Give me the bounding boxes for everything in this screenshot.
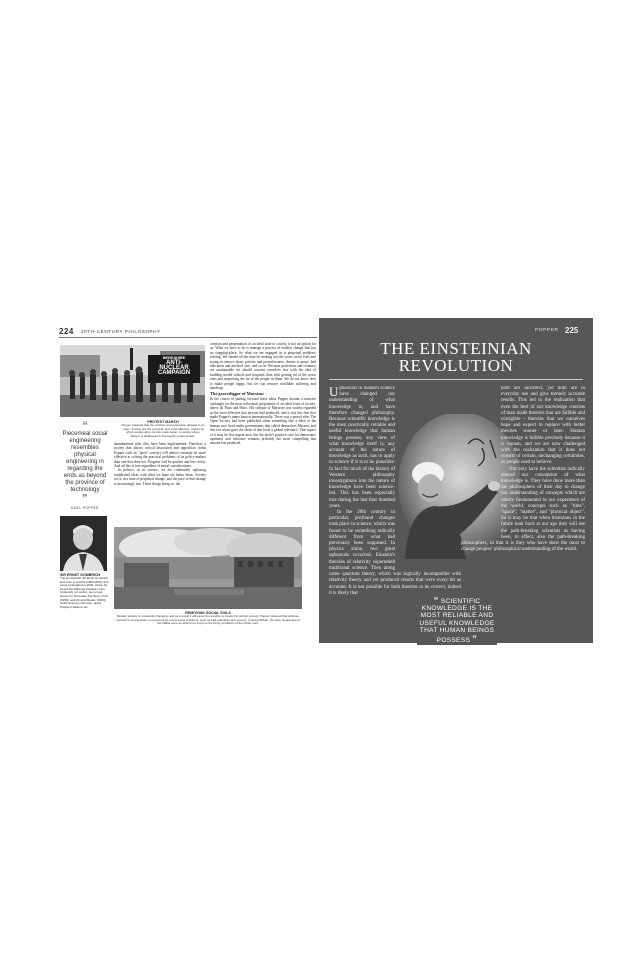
quote-close-icon: ❞	[472, 634, 478, 645]
protest-caption	[121, 420, 205, 439]
protest-march-photo	[60, 345, 205, 417]
pull-quote-attribution: KARL POPPER	[71, 506, 99, 510]
slum-photo-graphic	[114, 527, 302, 609]
sign-text-4: CAMPAIGN	[157, 370, 191, 376]
protest-caption-title: PROTEST MARCH	[147, 420, 179, 424]
running-head-right: POPPER	[535, 328, 559, 333]
bio-title: SIR ERNST GOMBRICH	[60, 573, 101, 577]
right-body-column-2-para: both are incorrect, yet both are in everyday use and give tremely accurate results. This led to the realization that even the best of our knowledge consists of man made theories that are fallible and corrigible - theories that we ourselves hope and expect to replace with better theories sooner or later. Human knowledge is fallible precisely because it is human, and we are now challenged with the realization that it does not consist of certain, unchanging certainties, as people used to believe.	[501, 386, 585, 466]
sign-text-2: ANTI-	[166, 360, 182, 366]
title-rule	[329, 379, 583, 380]
book-spread	[57, 318, 593, 643]
body-column-1-para: abandonment after they have been implemented. Therefore a society that allows critical discussion and opposition (what Popper calls an "open" society) will almost certainly be more effective at solving the practical problems of its policy-makers than one that does not. Progress will be quicker and less costly. And all this is true regardless of moral considerations.	[114, 442, 206, 469]
gombrich-portrait	[60, 516, 107, 571]
page-number-right: 225	[565, 326, 579, 335]
title-line-1: THE EINSTEINIAN	[380, 339, 532, 358]
protest-caption-body: Popper believed that the criticism and opposition allowed in an "open" society are the principal, and most effective, means by which social policy can be made better. A society where dissent is disallowed is thoroughly undemocratic.	[121, 423, 205, 439]
evils-caption	[114, 611, 302, 626]
pull-quote-text: Piecemeal social engineering resembles physical engineering in regarding the ends as beyond the province of technology	[62, 431, 108, 493]
right-page	[319, 318, 593, 643]
right-body-column-1-para: pheavals in modern science have changed our understanding of what knowledge is, and have therefore changed philosophy. Because scientific knowledge is the most practically reliable and useful knowledge that human beings possess, any view of what knowledge itself is, any account of the nature of knowledge as such, has to apply to science if it is to be plausible. In fact for much of the history of Western philosophy investigations into the nature of knowledge have been science-led. This has been especially true during the last four hundred years.	[329, 386, 395, 509]
left-page	[57, 318, 319, 643]
sign-text-3: NUCLEAR	[159, 365, 189, 371]
gombrich-bio	[60, 573, 109, 609]
bio-body: The art historian Sir Ernst Gombrich was born in Austria (1909-2001) and came to England in 1936, where he joined the Warburg Institute in the University of London. He is best known for his books The Story of Art (1950), and Art and Illusion (1960), which among much else, apply Popper's ideas to art.	[60, 576, 109, 609]
portrait-graphic	[60, 516, 107, 571]
evils-caption-body: Modern society is constantly changing, and as a result it will never be possible to create the perfect society. Popper believed that what we must do is concentrate on removing the worst social problems, such as bad education and poverty. In Great Britain, the slum clearances of the 1960s were an attempt to improve the living conditions of the urban poor.	[116, 614, 300, 626]
body-column-1-para2: In politics, as in science, we are continually replacing established ideas with what we hope are better ideas. Society too is in a state of perpetual change, and the pace of that change is increasingly fast. These things being so, the	[114, 468, 206, 486]
body-column-2-para2: In the course of putting forward these ideas Popper mounts a massive onslaught on the most influential proponents of an ideal form of society, above all Plato and Marx. His critique of Marxism was widely regarded as the most effective that anyone had produced, and it was this that first made Popper's name known internationally. There was a period after The Open Society had been published when something like a third of the human race lived under governments that called themselves Marxist, and this fact alone gave the ideas of that book a global relevance. That aspect of it may be less urgent now, but the book's positive case for democratic openness and tolerance remains probably the most compelling that anyone has produced.	[210, 397, 316, 446]
quote-mark-icon: ❝	[82, 420, 88, 432]
page-title	[319, 340, 593, 374]
right-pull-quote-text: SCIENTIFIC KNOWLEDGE IS THE MOST RELIABLE AND USEFUL KNOWLEDGE THAT HUMAN BEINGS POSSESS	[419, 598, 495, 645]
evils-caption-title: REMOVING SOCIAL EVILS	[185, 611, 231, 615]
quote-open-icon: ❝	[433, 595, 439, 605]
left-page-header	[59, 327, 317, 338]
right-body-column-2-para2: Not only have the scientists radically altered our conception of what knowledge is. They have done more than the philosophers of their day to change our understanding of concepts which are utterly fundamental to our experience of the world, concepts such as "time", "space", "matter", and "physical object". So it may be that when historians in the future look back at our age they will see the path-breaking scientists as having been, in effect, also the path-breaking philosophers, in that it is they who have done the most to change peoples' philosophical understanding of the world.	[461, 466, 585, 553]
pull-quote	[61, 421, 109, 510]
drop-cap: U	[329, 386, 339, 399]
right-body-column-1-para2: In the 20th century in particular, profound changes took place in science, which was found to be something radically different from what had previously been supposed. In physics alone, two great upheavals occurred. Einstein's theories of relativity superseded traditional science. Then along came quantum theory, which was logically incompatible with relativity theory and yet produced results that were every bit as accurate. It is not possible for both theories to be correct, indeed it is likely that	[329, 510, 461, 596]
subhead-gravedigger: The gravedigger of Marxism	[210, 391, 264, 397]
page-number-left: 224	[59, 327, 74, 336]
slum-clearance-photo	[114, 527, 302, 609]
right-pull-quote	[417, 594, 497, 645]
title-line-2: REVOLUTION	[398, 356, 514, 375]
body-column-2-para1: creation and perpetuation of an ideal state of society is not an option for us. What we have to do is manage a process of endless change that has no stopping-place. So what we are engaged in is perpetual problem-solving. We should all the time be seeking out the worst social evils and trying to remove them: poverty and powerlessness, threats to peace, bad education and medical care, and so on. Because perfection and certainty are unattainable we should concern ourselves less with the idea of building model schools and hospitals than with getting rid of the worst ones and improving the lot of the people in them. We do not know how to make people happy, but we can remove avoidable suffering and handicap.	[210, 342, 316, 391]
sign-text-1: BERKSHIRE	[162, 356, 186, 360]
running-head-left: 20TH-CENTURY PHILOSOPHY	[81, 329, 161, 334]
quote-mark-close-icon: ❞	[82, 493, 88, 505]
body-column-2	[210, 342, 316, 526]
body-column-1	[114, 442, 206, 522]
